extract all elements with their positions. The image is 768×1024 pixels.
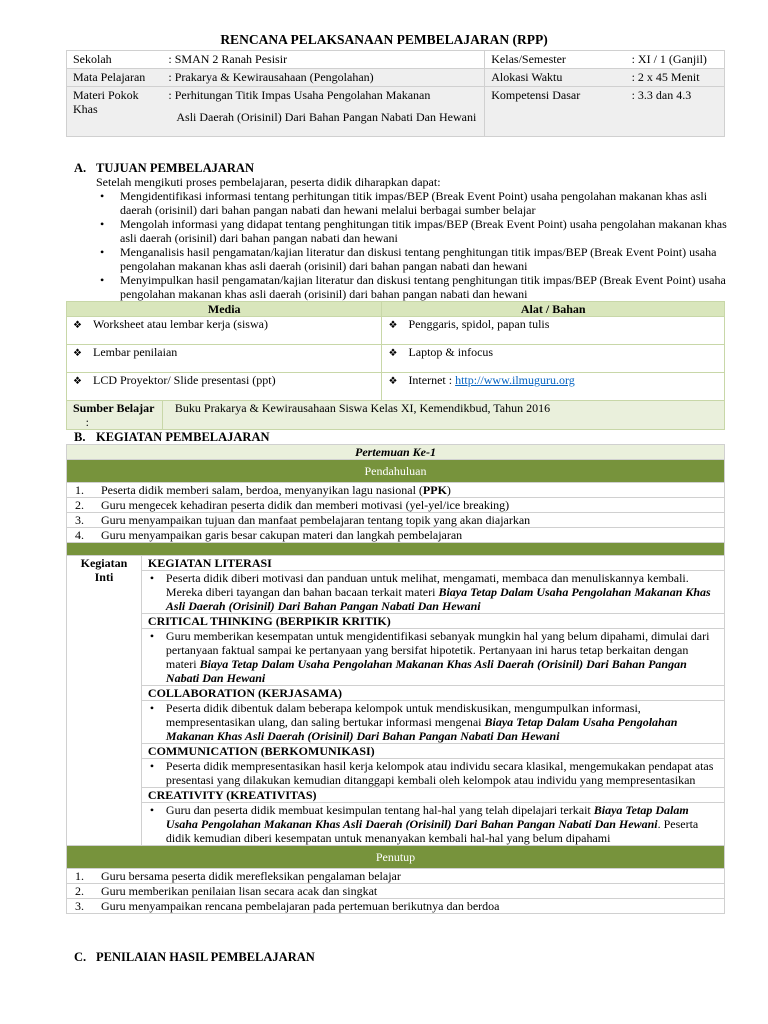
section-b-title: KEGIATAN PEMBELAJARAN xyxy=(96,430,270,444)
inti-heading: COMMUNICATION (BERKOMUNIKASI) xyxy=(141,744,724,759)
pendahuluan-band: Pendahuluan xyxy=(67,460,725,483)
media-table xyxy=(66,301,725,430)
media-item: ❖ Worksheet atau lembar kerja (siswa) xyxy=(67,317,382,345)
alat-item: ❖ Laptop & infocus xyxy=(382,345,725,373)
diamond-icon: ❖ xyxy=(388,376,398,387)
bullet-icon: • xyxy=(149,759,155,773)
diamond-icon: ❖ xyxy=(73,320,82,331)
section-a-title: TUJUAN PEMBELAJARAN xyxy=(96,161,254,175)
alokasi-label: Alokasi Waktu xyxy=(485,69,626,87)
sekolah-value: : SMAN 2 Ranah Pesisir xyxy=(162,51,484,69)
bullet-icon: • xyxy=(100,245,105,259)
materi-value xyxy=(162,87,484,137)
objectives-intro: Setelah mengikuti proses pembelajaran, peserta didik diharapkan dapat: xyxy=(96,175,441,189)
bullet-icon: • xyxy=(149,701,155,715)
list-item: • Menganalisis hasil pengamatan/kajian literatur dan diskusi tentang penghitungan titik impas/BEP (Break Event Point) usaha pengolahan makanan khas asli daerah (orisinil) dari bahan pangan nabati dan hewani xyxy=(100,245,717,273)
mapel-value: : Prakarya & Kewirausahaan (Pengolahan) xyxy=(162,69,484,87)
bullet-icon: • xyxy=(149,803,155,817)
table-row: 3. Guru menyampaikan tujuan dan manfaat pembelajaran tentang topik yang akan diajarkan xyxy=(67,513,725,528)
section-a-heading xyxy=(74,161,254,175)
table-row: 1. Guru bersama peserta didik merefleksikan pengalaman belajar xyxy=(67,869,725,884)
kd-label: Kompetensi Dasar xyxy=(485,87,626,137)
section-b-heading xyxy=(74,430,270,444)
sumber-value: Buku Prakarya & Kewirausahaan Siswa Kelas XI, Kemendikbud, Tahun 2016 xyxy=(162,401,724,430)
inti-item: • Peserta didik diberi motivasi dan panduan untuk melihat, mengamati, membaca dan menuliskannya kembali. Mereka diberi tayangan dan bahan bacaan terkait materi Biaya Tetap Dalam Usaha Pengolahan Makanan Khas Asli Daerah (Orisinil) Dari Bahan Pangan Nabati Dan Hewani xyxy=(141,571,724,614)
media-item: ❖ LCD Proyektor/ Slide presentasi (ppt) xyxy=(67,373,382,401)
inti-heading: CREATIVITY (KREATIVITAS) xyxy=(141,788,724,803)
kelas-value: : XI / 1 (Ganjil) xyxy=(626,51,725,69)
inti-heading: CRITICAL THINKING (BERPIKIR KRITIK) xyxy=(141,614,724,629)
identity-table xyxy=(66,50,725,137)
mapel-label: Mata Pelajaran xyxy=(67,69,163,87)
table-row: 1. Peserta didik memberi salam, berdoa, menyanyikan lagu nasional (PPK) xyxy=(67,483,725,498)
sekolah-label: Sekolah xyxy=(67,51,163,69)
inti-heading: KEGIATAN LITERASI xyxy=(141,556,724,571)
media-item: ❖ Lembar penilaian xyxy=(67,345,382,373)
document-title: RENCANA PELAKSANAAN PEMBELAJARAN (RPP) xyxy=(220,32,548,47)
pertemuan-label: Pertemuan Ke-1 xyxy=(67,445,725,460)
kegiatan-inti-label: Kegiatan Inti xyxy=(67,556,142,846)
divider-band xyxy=(67,543,725,556)
list-item: • Menyimpulkan hasil pengamatan/kajian literatur dan diskusi tentang penghitungan titik impas/BEP (Break Event Point) usaha pengolahan makanan khas asli daerah (orisinil) dari bahan pangan nabati dan hewani xyxy=(100,273,726,301)
diamond-icon: ❖ xyxy=(73,348,82,359)
section-a-letter: A. xyxy=(74,161,87,175)
materi-label: Materi Pokok Khas xyxy=(67,87,163,137)
bullet-icon: • xyxy=(149,629,155,643)
alat-item: ❖ Penggaris, spidol, papan tulis xyxy=(382,317,725,345)
bullet-icon: • xyxy=(100,189,105,203)
alat-item: ❖ Internet : http://www.ilmuguru.org xyxy=(382,373,725,401)
sumber-label: Sumber Belajar: xyxy=(67,401,163,430)
bullet-icon: • xyxy=(149,571,155,585)
activities-table xyxy=(66,444,725,914)
inti-item: • Peserta didik dibentuk dalam beberapa kelompok untuk mendiskusikan, mengumpulkan informasi, mempresentasikan ulang, dan saling bertukar informasi mengenai Biaya Tetap Dalam Usaha Pengolahan Makanan Khas Asli Daerah (Orisinil) Dari Bahan Pangan Nabati Dan Hewani xyxy=(141,701,724,744)
diamond-icon: ❖ xyxy=(388,320,398,331)
inti-heading: COLLABORATION (KERJASAMA) xyxy=(141,686,724,701)
inti-item: • Guru dan peserta didik membuat kesimpulan tentang hal-hal yang telah dipelajari terkait Biaya Tetap Dalam Usaha Pengolahan Makanan Khas Asli Daerah (Orisinil) Dari Bahan Pangan Nabati Dan Hewani. Peserta didik kemudian diberi kesempatan untuk menanyakan kembali hal-hal yang belum dipahami xyxy=(141,803,724,846)
bullet-icon: • xyxy=(100,217,105,231)
penutup-band: Penutup xyxy=(67,846,725,869)
section-b-letter: B. xyxy=(74,430,86,444)
kd-value: : 3.3 dan 4.3 xyxy=(626,87,725,137)
objectives-list xyxy=(96,189,732,301)
kelas-label: Kelas/Semester xyxy=(485,51,626,69)
list-item: • Mengidentifikasi informasi tentang perhitungan titik impas/BEP (Break Event Point) usaha pengolahan makanan khas asli daerah (orisinil) dari bahan pangan nabati dan hewani melalui berbagai sumber belajar xyxy=(100,189,708,217)
inti-item: • Guru memberikan kesempatan untuk mengidentifikasi sebanyak mungkin hal yang belum dipahami, dimulai dari pertanyaan faktual sampai ke pertanyaan yang bersifat hipotetik. Pertanyaan ini harus tetap berkaitan dengan materi Biaya Tetap Dalam Usaha Pengolahan Makanan Khas Asli Daerah (Orisinil) Dari Bahan Pangan Nabati Dan Hewani xyxy=(141,629,724,686)
inti-item: • Peserta didik mempresentasikan hasil kerja kelompok atau individu secara klasikal, mengemukakan pendapat atas presentasi yang dilakukan kemudian ditanggapi kembali oleh kelompok atau individu yang mempresentasikan xyxy=(141,759,724,788)
section-c-letter: C. xyxy=(74,950,87,964)
list-item: • Mengolah informasi yang didapat tentang penghitungan titik impas/BEP (Break Event Point) usaha pengolahan makanan khas asli daerah (orisinil) dari bahan pangan nabati dan hewani xyxy=(100,217,727,245)
internet-link[interactable]: http://www.ilmuguru.org xyxy=(455,373,575,387)
alokasi-value: : 2 x 45 Menit xyxy=(626,69,725,87)
section-c-heading xyxy=(74,950,315,964)
table-row: 2. Guru memberikan penilaian lisan secara acak dan singkat xyxy=(67,884,725,899)
materi-line-2: Asli Daerah (Orisinil) Dari Bahan Pangan Nabati Dan Hewani xyxy=(176,110,477,124)
section-c-title: PENILAIAN HASIL PEMBELAJARAN xyxy=(96,950,315,964)
diamond-icon: ❖ xyxy=(73,376,82,387)
table-row: 4. Guru menyampaikan garis besar cakupan materi dan langkah pembelajaran xyxy=(67,528,725,543)
alat-header: Alat / Bahan xyxy=(382,302,725,317)
table-row: 3. Guru menyampaikan rencana pembelajaran pada pertemuan berikutnya dan berdoa xyxy=(67,899,725,914)
diamond-icon: ❖ xyxy=(388,348,398,359)
table-row: 2. Guru mengecek kehadiran peserta didik dan memberi motivasi (yel-yel/ice breaking) xyxy=(67,498,725,513)
media-header: Media xyxy=(67,302,382,317)
bullet-icon: • xyxy=(100,273,105,287)
materi-line-1: : Perhitungan Titik Impas Usaha Pengolahan Makanan xyxy=(168,88,431,102)
